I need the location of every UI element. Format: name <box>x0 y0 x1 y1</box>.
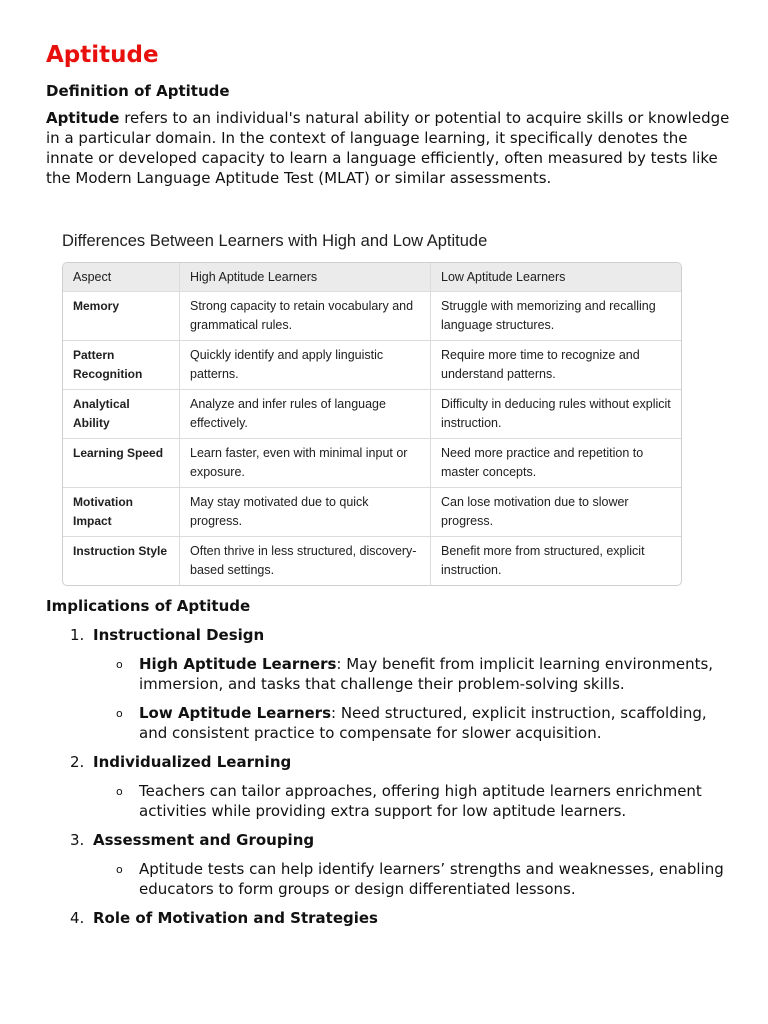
sub-item <box>93 859 736 899</box>
cell-aspect: Motivation Impact <box>63 488 180 537</box>
cell-low: Struggle with memorizing and recalling language structures. <box>431 292 681 341</box>
sub-list <box>93 859 736 899</box>
implications-heading: Implications of Aptitude <box>46 597 251 615</box>
bullet-icon: o <box>116 863 123 876</box>
sub-item-text: : May benefit from implicit learning environments, immersion, and tasks that challenge their problem-solving skills. <box>139 655 714 693</box>
cell-high: Quickly identify and apply linguistic patterns. <box>180 341 431 390</box>
cell-low: Benefit more from structured, explicit instruction. <box>441 543 645 577</box>
sub-item <box>93 781 736 821</box>
cell-high: Learn faster, even with minimal input or exposure. <box>180 439 431 488</box>
sub-list <box>93 654 736 743</box>
sub-item-bold: Low Aptitude Learners <box>139 704 332 722</box>
list-item <box>46 625 736 743</box>
cell-aspect: Analytical Ability <box>63 390 180 439</box>
header-low: Low Aptitude Learners <box>431 263 681 292</box>
sub-item <box>93 703 736 743</box>
list-item <box>46 830 736 899</box>
definition-text: refers to an individual's natural ability or potential to acquire skills or knowledge in a particular domain. In the context of language learning, it specifically denotes the innate or developed capacity to learn a language efficiently, often measured by tests like the Modern Language Aptitude Test (MLAT) or similar assessments. <box>46 109 730 187</box>
item-heading: Assessment and Grouping <box>93 831 315 849</box>
cell-aspect: Instruction Style <box>63 537 180 585</box>
table-header-row <box>63 263 681 292</box>
table-row <box>63 390 681 439</box>
bullet-icon: o <box>116 785 123 798</box>
sub-item-text: Teachers can tailor approaches, offering high aptitude learners enrichment activities while providing extra support for low aptitude learners. <box>139 782 702 820</box>
definition-paragraph <box>46 108 736 188</box>
bullet-icon: o <box>116 658 123 671</box>
item-number: 4. <box>70 909 85 927</box>
table-row <box>63 341 681 390</box>
cell-aspect: Pattern Recognition <box>63 341 180 390</box>
definition-heading: Definition of Aptitude <box>46 82 230 100</box>
item-heading: Instructional Design <box>93 626 265 644</box>
item-number: 1. <box>70 626 85 644</box>
cell-high: Strong capacity to retain vocabulary and grammatical rules. <box>180 292 431 341</box>
comparison-table-figure <box>62 230 682 586</box>
cell-low: Difficulty in deducing rules without explicit instruction. <box>431 390 681 439</box>
sub-item-text: : Need structured, explicit instruction, scaffolding, and consistent practice to compensate for slower acquisition. <box>139 704 707 742</box>
sub-item-bold: High Aptitude Learners <box>139 655 337 673</box>
cell-aspect: Learning Speed <box>63 439 180 488</box>
cell-high: May stay motivated due to quick progress. <box>180 488 431 537</box>
comparison-table <box>62 262 682 586</box>
sub-item <box>93 654 736 694</box>
list-item <box>46 908 736 928</box>
cell-low: Need more practice and repetition to master concepts. <box>431 439 681 488</box>
page-title: Aptitude <box>46 42 159 68</box>
list-item <box>46 752 736 821</box>
cell-high: Often thrive in less structured, discovery-based settings. <box>180 537 431 585</box>
cell-low: Can lose motivation due to slower progress. <box>431 488 681 537</box>
implications-section <box>46 596 736 928</box>
table-row <box>63 292 681 341</box>
item-number: 3. <box>70 831 85 849</box>
implications-list <box>46 625 736 928</box>
bullet-icon: o <box>116 707 123 720</box>
document-page <box>46 40 736 927</box>
sub-item-text: Aptitude tests can help identify learners’ strengths and weaknesses, enabling educators to form groups or design differentiated lessons. <box>139 860 724 898</box>
table-row <box>63 439 681 488</box>
item-number: 2. <box>70 753 85 771</box>
definition-term: Aptitude <box>46 109 120 127</box>
sub-list <box>93 781 736 821</box>
table-row <box>63 488 681 537</box>
table-row <box>63 537 681 585</box>
item-heading: Individualized Learning <box>93 753 292 771</box>
item-heading: Role of Motivation and Strategies <box>93 909 378 927</box>
header-aspect: Aspect <box>63 263 180 292</box>
table-title: Differences Between Learners with High and Low Aptitude <box>62 232 488 250</box>
cell-low: Require more time to recognize and understand patterns. <box>431 341 681 390</box>
cell-aspect: Memory <box>63 292 180 341</box>
header-high: High Aptitude Learners <box>180 263 431 292</box>
cell-high: Analyze and infer rules of language effectively. <box>180 390 431 439</box>
